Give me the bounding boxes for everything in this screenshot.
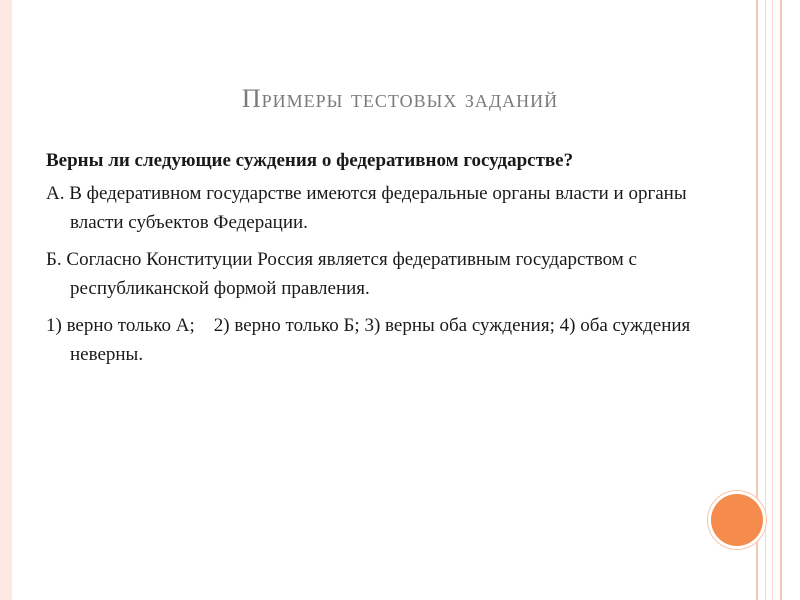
- slide-title: Примеры тестовых заданий: [241, 84, 559, 113]
- statement-b: Б. Согласно Конституции Россия является федеративным государством с республиканской формой правления.: [46, 249, 637, 299]
- decorative-circle: [711, 494, 763, 546]
- statement-a: А. В федеративном государстве имеются федеральные органы власти и органы власти субъектов Федерации.: [46, 183, 687, 233]
- slide-content: [46, 146, 696, 377]
- answer-options: 1) верно только А; 2) верно только Б; 3) верны оба суждения; 4) оба суждения неверны.: [46, 315, 696, 365]
- right-decorative-border-inner: [765, 0, 773, 600]
- question-text: Верны ли следующие суждения о федеративном государстве?: [46, 150, 574, 171]
- left-decorative-border: [0, 0, 12, 600]
